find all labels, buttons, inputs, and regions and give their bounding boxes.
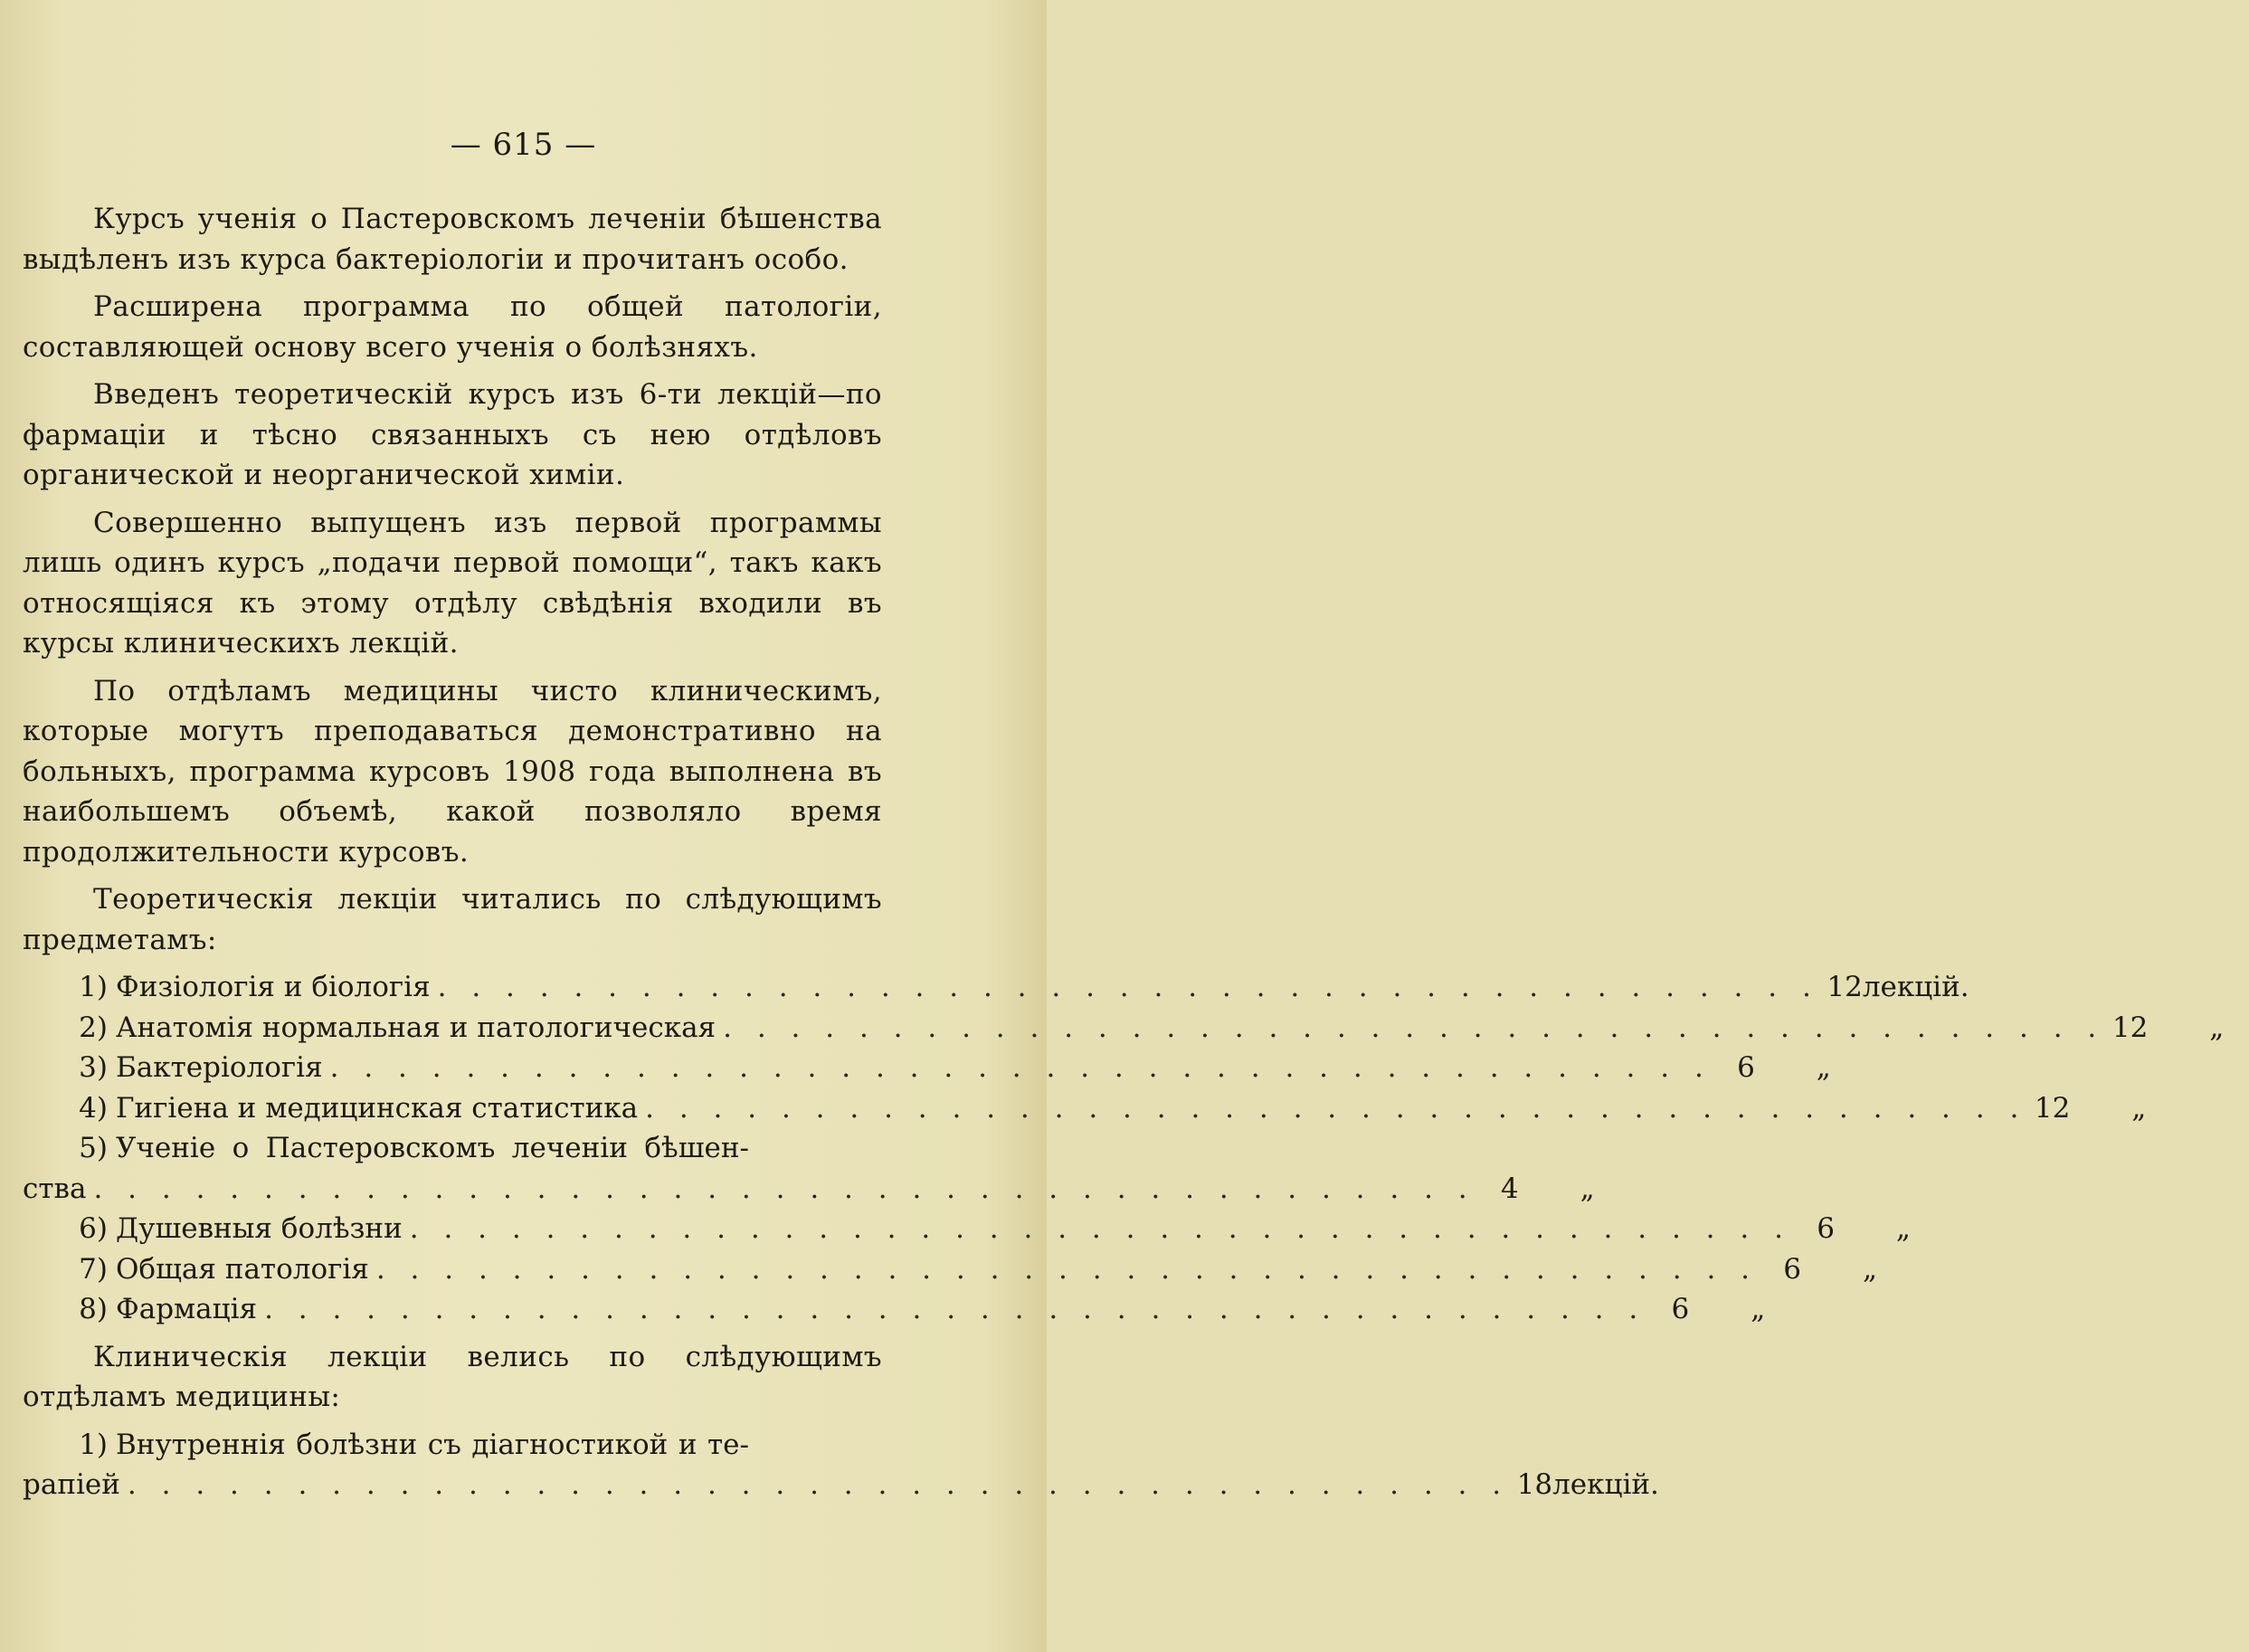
dot-leader: . . . . . . . . . . . . . . . . . . . . . . . . . . . . . . . . . . . . . . . . .	[329, 1051, 1712, 1084]
dot-leader: . . . . . . . . . . . . . . . . . . . . . . . . . . . . . . . . . . . . . . . . .	[723, 1011, 2105, 1044]
item-unit: „	[1895, 1212, 1911, 1245]
list-item	[23, 1048, 1831, 1088]
item-name: Бактеріологія	[116, 1051, 323, 1084]
paragraph: Расширена программа по общей патологіи, составляющей основу всего ученія о болѣзняхъ.	[23, 290, 882, 364]
item-name: Ученіе о Пастеровскомъ леченіи бѣшен-	[116, 1132, 749, 1164]
list-item-continuation	[23, 1169, 1595, 1210]
page-body	[23, 199, 2225, 1513]
item-number: 5)	[79, 1132, 108, 1164]
list-item	[23, 1289, 1766, 1330]
item-number: 4)	[79, 1091, 108, 1125]
list-item	[23, 1249, 1878, 1290]
paragraph: Клиническія лекціи велись по слѣдующимъ отдѣламъ медицины:	[23, 1340, 882, 1413]
dot-leader: . . . . . . . . . . . . . . . . . . . . . . . . . . . . . . . . . . . . . . . . .	[127, 1468, 1510, 1501]
item-name: Общая патологія	[116, 1252, 369, 1286]
dot-leader: . . . . . . . . . . . . . . . . . . . . . . . . . . . . . . . . . . . . . . . . .	[437, 971, 1819, 1003]
item-number: 2)	[79, 1011, 108, 1044]
item-unit: „	[2209, 1011, 2225, 1044]
item-name-continuation: рапіей	[23, 1468, 120, 1501]
item-name: Фармація	[116, 1293, 258, 1325]
item-name: Душевныя болѣзни	[116, 1212, 403, 1245]
item-count: 12	[1827, 971, 1863, 1003]
item-number: 1)	[79, 1428, 108, 1461]
item-unit: лекцій.	[1862, 971, 1969, 1003]
item-unit: лекцій.	[1552, 1468, 1659, 1501]
item-unit: „	[1580, 1172, 1595, 1205]
item-name-continuation: ства	[23, 1172, 87, 1205]
item-number: 7)	[79, 1252, 108, 1286]
item-number: 6)	[79, 1212, 108, 1245]
paragraph: Теоретическія лекціи читались по слѣдующимъ предметамъ:	[23, 883, 882, 956]
item-name: Внутреннія болѣзни съ діагностикой и те-	[116, 1428, 749, 1461]
item-count: 6	[1737, 1051, 1755, 1084]
item-unit: „	[1751, 1293, 1766, 1325]
list-item-continuation	[23, 1465, 1659, 1505]
item-name: Физіологія и біологія	[116, 971, 431, 1003]
list-item	[23, 1425, 882, 1466]
item-number: 1)	[79, 971, 108, 1003]
dot-leader: . . . . . . . . . . . . . . . . . . . . . . . . . . . . . . . . . . . . . . . . .	[409, 1212, 1791, 1245]
dot-leader: . . . . . . . . . . . . . . . . . . . . . . . . . . . . . . . . . . . . . . . . .	[93, 1172, 1476, 1205]
paragraph: Введенъ теоретическій курсъ изъ 6-ти лекцій—по фармаціи и тѣсно связанныхъ съ нею отдѣловъ органической и неорганической химіи.	[23, 378, 882, 491]
list-item	[23, 1008, 2225, 1049]
paragraph: Курсъ ученія о Пастеровскомъ леченіи бѣшенства выдѣленъ изъ курса бактеріологіи и прочитанъ особо.	[23, 203, 882, 276]
item-count: 6	[1783, 1252, 1802, 1286]
item-number: 8)	[79, 1293, 108, 1325]
dot-leader: . . . . . . . . . . . . . . . . . . . . . . . . . . . . . . . . . . . . . . . . .	[375, 1252, 1759, 1286]
item-count: 6	[1671, 1293, 1690, 1325]
list-item	[23, 1209, 1911, 1249]
item-number: 3)	[79, 1051, 108, 1084]
dot-leader: . . . . . . . . . . . . . . . . . . . . . . . . . . . . . . . . . . . . . . . . .	[264, 1293, 1646, 1325]
item-count: 6	[1817, 1212, 1835, 1245]
paragraph: Совершенно выпущенъ изъ первой программы лишь одинъ курсъ „подачи первой помощи“, такъ какъ относящіяся къ этому отдѣлу свѣдѣнія входили въ курсы клиническихъ лекцій.	[23, 506, 882, 660]
item-count: 12	[2034, 1091, 2071, 1125]
item-count: 4	[1500, 1172, 1519, 1205]
item-count: 18	[1516, 1468, 1553, 1501]
clinical-lectures-list	[23, 1425, 1659, 1505]
item-unit: „	[1816, 1051, 1831, 1084]
theory-lectures-list	[23, 967, 2225, 1330]
item-unit: „	[2131, 1091, 2147, 1125]
item-unit: „	[1862, 1252, 1878, 1286]
page-number: — 615 —	[450, 127, 597, 163]
paragraph: По отдѣламъ медицины чисто клиническимъ, которые могутъ преподаваться демонстративно на больныхъ, программа курсовъ 1908 года выполнена въ наибольшемъ объемѣ, какой позволяло время продолжительности курсовъ.	[23, 674, 882, 869]
item-name: Анатомія нормальная и патологическая	[116, 1011, 716, 1044]
dot-leader: . . . . . . . . . . . . . . . . . . . . . . . . . . . . . . . . . . . . . . . . .	[645, 1091, 2027, 1125]
item-count: 12	[2111, 1011, 2149, 1044]
list-item	[23, 967, 1969, 1008]
item-name: Гигіена и медицинская статистика	[116, 1091, 639, 1125]
list-item	[23, 1128, 882, 1169]
list-item	[23, 1088, 2147, 1129]
